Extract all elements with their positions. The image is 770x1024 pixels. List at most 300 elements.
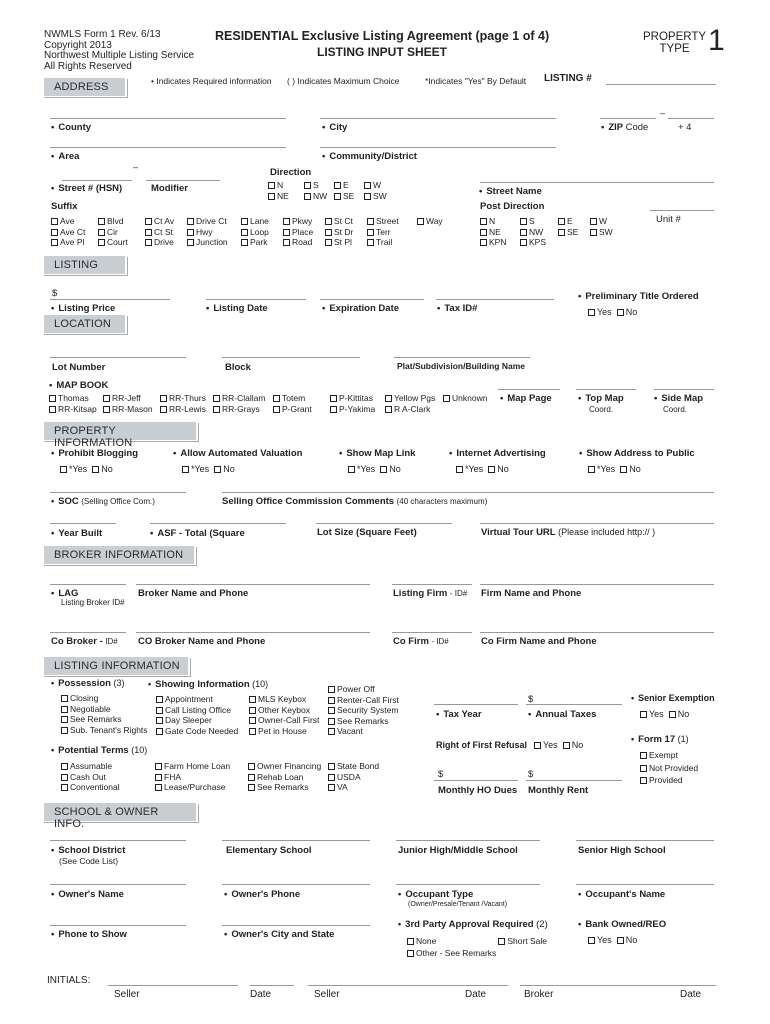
checkbox[interactable] <box>268 193 275 200</box>
modifier-label: Modifier <box>151 183 188 194</box>
bank-owned-options: Yes No <box>588 935 637 945</box>
option-item[interactable] <box>187 227 213 238</box>
street-dash: – <box>133 162 139 172</box>
checkbox[interactable] <box>155 784 162 791</box>
seller2-initials[interactable] <box>308 985 508 986</box>
checkbox[interactable] <box>640 765 647 772</box>
side-map-field[interactable] <box>654 389 714 390</box>
street-number-field[interactable] <box>62 180 132 181</box>
show-address-no-checkbox[interactable] <box>620 466 627 473</box>
option-item[interactable] <box>640 774 683 787</box>
option-item[interactable] <box>325 216 353 227</box>
option-label: Farm Home Loan <box>164 761 231 771</box>
option-item[interactable] <box>160 393 213 404</box>
option-item[interactable] <box>304 180 334 191</box>
checkbox[interactable] <box>640 777 647 784</box>
option-item[interactable] <box>248 782 309 793</box>
option-label: Assumable <box>70 761 113 771</box>
checkbox[interactable] <box>304 193 311 200</box>
checkbox[interactable] <box>334 182 341 189</box>
option-item[interactable] <box>268 191 304 202</box>
virtual-tour-field[interactable] <box>480 523 714 524</box>
show-address-label: • Show Address to Public <box>579 448 695 459</box>
checkbox[interactable] <box>480 229 487 236</box>
year-built-field[interactable] <box>50 523 116 524</box>
option-item[interactable] <box>364 180 394 191</box>
option-item[interactable] <box>103 393 160 404</box>
prohibit-no-checkbox[interactable] <box>92 466 99 473</box>
jr-high-field[interactable] <box>396 840 540 841</box>
prelim-yes-checkbox[interactable] <box>588 309 595 316</box>
checkbox[interactable] <box>145 218 152 225</box>
option-label: USDA <box>337 771 361 782</box>
internet-label: • Internet Advertising <box>449 448 546 459</box>
checkbox[interactable] <box>156 717 163 724</box>
option-item[interactable] <box>249 694 306 705</box>
option-item[interactable] <box>248 761 321 772</box>
top-map-field[interactable] <box>576 389 636 390</box>
checkbox[interactable] <box>156 728 163 735</box>
option-item[interactable] <box>304 191 334 202</box>
post-direction-label: Post Direction <box>480 201 545 212</box>
option-item[interactable] <box>590 227 613 238</box>
option-label: Appointment <box>165 694 213 704</box>
option-item[interactable] <box>640 749 678 762</box>
option-item[interactable] <box>213 404 273 415</box>
checkbox[interactable] <box>385 406 392 413</box>
senior-yes-checkbox[interactable] <box>640 711 647 718</box>
listing-date-field[interactable] <box>206 299 306 300</box>
tax-id-field[interactable] <box>436 299 554 300</box>
tax-year-label: • Tax Year <box>436 709 482 720</box>
zip-dash: – <box>660 108 666 118</box>
option-item[interactable] <box>283 216 312 227</box>
checkbox[interactable] <box>417 218 424 225</box>
option-item[interactable] <box>328 695 399 706</box>
direction-label: Direction <box>270 167 312 178</box>
checkbox[interactable] <box>304 182 311 189</box>
checkbox[interactable] <box>367 218 374 225</box>
checkbox[interactable] <box>103 395 110 402</box>
option-item[interactable] <box>364 191 394 202</box>
terms-options-2 <box>155 761 230 793</box>
owner-name-field[interactable] <box>50 884 186 885</box>
checkbox[interactable] <box>249 728 256 735</box>
broker-initials[interactable] <box>520 985 716 986</box>
option-item[interactable] <box>325 237 352 248</box>
checkbox[interactable] <box>328 774 335 781</box>
checkbox[interactable] <box>145 239 152 246</box>
option-item[interactable] <box>328 705 398 716</box>
checkbox[interactable] <box>520 239 527 246</box>
plus4-field[interactable] <box>668 118 714 119</box>
option-item[interactable] <box>558 216 573 227</box>
checkbox[interactable] <box>248 763 255 770</box>
checkbox[interactable] <box>367 229 374 236</box>
option-item[interactable] <box>334 191 364 202</box>
asf-label: • ASF - Total (Square <box>150 528 245 539</box>
checkbox[interactable] <box>558 218 565 225</box>
hoa-dollar: $ <box>438 769 444 780</box>
checkbox[interactable] <box>98 239 105 246</box>
checkbox[interactable] <box>273 395 280 402</box>
option-item[interactable] <box>283 227 313 238</box>
option-item[interactable] <box>328 782 348 793</box>
possession-options <box>61 693 148 735</box>
option-item[interactable] <box>241 227 269 238</box>
checkbox[interactable] <box>325 239 332 246</box>
option-item[interactable] <box>241 237 267 248</box>
occupant-name-field[interactable] <box>576 884 714 885</box>
option-item[interactable] <box>156 705 231 716</box>
listing-date-label: • Listing Date <box>206 303 268 314</box>
checkbox[interactable] <box>328 697 335 704</box>
map-page-field[interactable] <box>498 389 560 390</box>
checkbox[interactable] <box>325 218 332 225</box>
option-item[interactable] <box>330 404 385 415</box>
sr-high-field[interactable] <box>576 840 714 841</box>
plat-field[interactable] <box>394 357 530 358</box>
broker-name-field[interactable] <box>136 584 370 585</box>
co-broker-name-field[interactable] <box>136 632 370 633</box>
option-label: KPS <box>529 237 547 247</box>
soc-field[interactable] <box>50 492 186 493</box>
checkbox[interactable] <box>328 784 335 791</box>
third-short-sale-checkbox[interactable] <box>498 938 505 945</box>
option-item[interactable] <box>417 216 443 227</box>
checkbox[interactable] <box>51 239 58 246</box>
checkbox[interactable] <box>330 406 337 413</box>
checkbox[interactable] <box>98 229 105 236</box>
lag-field[interactable] <box>50 584 126 585</box>
option-item[interactable] <box>334 180 364 191</box>
option-item[interactable] <box>61 704 111 715</box>
checkbox[interactable] <box>283 218 290 225</box>
checkbox[interactable] <box>328 763 335 770</box>
option-item[interactable] <box>98 216 124 227</box>
checkbox[interactable] <box>249 717 256 724</box>
checkbox[interactable] <box>480 239 487 246</box>
senior-no-checkbox[interactable] <box>669 711 676 718</box>
checkbox[interactable] <box>558 229 565 236</box>
checkbox[interactable] <box>249 696 256 703</box>
option-item[interactable] <box>248 772 303 783</box>
showing-options-2 <box>249 694 319 736</box>
option-item[interactable] <box>155 772 181 783</box>
option-label: St Ct <box>334 216 353 226</box>
occupant-type-field[interactable] <box>396 884 540 885</box>
option-item[interactable] <box>213 393 273 404</box>
option-item[interactable] <box>385 393 443 404</box>
rofr-no-checkbox[interactable] <box>563 742 570 749</box>
rent-field[interactable] <box>526 780 622 781</box>
option-item[interactable] <box>61 693 98 704</box>
option-item[interactable] <box>640 762 698 775</box>
option-label: RR-Kitsap <box>58 403 97 414</box>
checkbox[interactable] <box>328 728 335 735</box>
checkbox[interactable] <box>283 239 290 246</box>
firm-name-field[interactable] <box>480 584 714 585</box>
avm-no-checkbox[interactable] <box>214 466 221 473</box>
option-item[interactable] <box>558 227 578 238</box>
bank-no-checkbox[interactable] <box>617 937 624 944</box>
senior-exemption-label: • Senior Exemption <box>631 693 715 703</box>
option-item[interactable] <box>520 216 535 227</box>
checkbox[interactable] <box>334 193 341 200</box>
avm-yes-checkbox[interactable] <box>182 466 189 473</box>
checkbox[interactable] <box>213 406 220 413</box>
option-item[interactable] <box>328 761 379 772</box>
checkbox[interactable] <box>61 695 68 702</box>
option-item[interactable] <box>328 716 389 727</box>
checkbox[interactable] <box>248 774 255 781</box>
school-district-field[interactable] <box>50 840 186 841</box>
checkbox[interactable] <box>51 218 58 225</box>
option-item[interactable] <box>590 216 607 227</box>
checkbox[interactable] <box>328 718 335 725</box>
listing-number-field[interactable] <box>606 84 716 85</box>
checkbox[interactable] <box>160 395 167 402</box>
checkbox[interactable] <box>443 395 450 402</box>
elementary-field[interactable] <box>222 840 370 841</box>
checkbox[interactable] <box>61 784 68 791</box>
checkbox[interactable] <box>520 218 527 225</box>
checkbox[interactable] <box>364 193 371 200</box>
checkbox[interactable] <box>249 707 256 714</box>
listing-price-field[interactable] <box>50 299 170 300</box>
checkbox[interactable] <box>367 239 374 246</box>
checkbox[interactable] <box>61 716 68 723</box>
expiration-date-field[interactable] <box>320 299 424 300</box>
checkbox[interactable] <box>103 406 110 413</box>
lot-label: Lot Number <box>52 362 106 373</box>
checkbox[interactable] <box>248 784 255 791</box>
annual-taxes-field[interactable] <box>526 704 622 705</box>
option-item[interactable] <box>103 404 160 415</box>
form-title: RESIDENTIAL Exclusive Listing Agreement (page 1 of 4) <box>215 29 550 43</box>
show-address-yes-checkbox[interactable] <box>588 466 595 473</box>
option-item[interactable] <box>249 726 307 737</box>
co-firm-name-field[interactable] <box>480 632 714 633</box>
option-item[interactable] <box>145 227 173 238</box>
option-item[interactable] <box>61 714 122 725</box>
option-item[interactable] <box>160 404 213 415</box>
checkbox[interactable] <box>325 229 332 236</box>
checkbox[interactable] <box>328 707 335 714</box>
checkbox[interactable] <box>187 239 194 246</box>
lot-field[interactable] <box>50 357 186 358</box>
option-label: SE <box>567 226 579 237</box>
checkbox[interactable] <box>268 182 275 189</box>
show-address-options: *Yes No <box>588 464 641 474</box>
bank-yes-checkbox[interactable] <box>588 937 595 944</box>
city-field[interactable] <box>320 118 556 119</box>
option-item[interactable] <box>98 237 128 248</box>
checkbox[interactable] <box>51 229 58 236</box>
tax-year-field[interactable] <box>434 704 518 705</box>
checkbox[interactable] <box>98 218 105 225</box>
option-label: NE <box>277 190 289 201</box>
checkbox[interactable] <box>241 239 248 246</box>
checkbox[interactable] <box>187 218 194 225</box>
option-item[interactable] <box>51 216 75 227</box>
checkbox[interactable] <box>241 218 248 225</box>
terms-options-1 <box>61 761 120 793</box>
option-item[interactable] <box>145 237 174 248</box>
checkbox[interactable] <box>160 406 167 413</box>
internet-yes-checkbox[interactable] <box>456 466 463 473</box>
option-item[interactable] <box>49 404 103 415</box>
checkbox[interactable] <box>590 229 597 236</box>
option-item[interactable] <box>145 216 174 227</box>
option-item[interactable] <box>367 237 392 248</box>
checkbox[interactable] <box>480 218 487 225</box>
checkbox[interactable] <box>187 229 194 236</box>
owner-phone-field[interactable] <box>222 884 370 885</box>
option-item[interactable] <box>61 772 106 783</box>
county-field[interactable] <box>50 118 286 119</box>
checkbox[interactable] <box>385 395 392 402</box>
option-item[interactable] <box>187 216 227 227</box>
phone-show-field[interactable] <box>50 925 186 926</box>
option-item[interactable] <box>283 237 312 248</box>
option-item[interactable] <box>325 227 353 238</box>
option-label: N <box>277 180 284 190</box>
listing-firm-field[interactable] <box>392 584 472 585</box>
option-item[interactable] <box>156 715 212 726</box>
occupant-name-label: • Occupant's Name <box>578 889 665 900</box>
occupant-type-label: • Occupant Type <box>398 889 473 900</box>
unit-field[interactable] <box>650 210 714 211</box>
soc-label: • SOC (Selling Office Com.) <box>51 496 155 507</box>
option-label: SW <box>373 190 387 201</box>
option-label: Owner-Call First <box>258 715 320 725</box>
listing-number-label: LISTING # <box>544 73 592 84</box>
hoa-field[interactable] <box>434 780 518 781</box>
option-item[interactable] <box>443 393 503 404</box>
option-item[interactable] <box>520 237 546 248</box>
option-item[interactable] <box>520 227 543 238</box>
option-item[interactable] <box>187 237 228 248</box>
option-label: Ave Pl <box>60 237 85 247</box>
rofr-yes-checkbox[interactable] <box>534 742 541 749</box>
checkbox[interactable] <box>61 763 68 770</box>
option-item[interactable] <box>51 237 84 248</box>
option-item[interactable] <box>98 227 118 238</box>
checkbox[interactable] <box>330 395 337 402</box>
owner-city-field[interactable] <box>222 925 370 926</box>
option-item[interactable] <box>51 227 85 238</box>
checkbox[interactable] <box>61 774 68 781</box>
option-label: Ct Av <box>154 216 175 226</box>
show-map-yes-checkbox[interactable] <box>348 466 355 473</box>
jr-high-label: Junior High/Middle School <box>398 845 518 856</box>
option-item[interactable] <box>49 393 103 404</box>
date1-field[interactable] <box>250 985 294 986</box>
option-item[interactable] <box>61 782 120 793</box>
checkbox[interactable] <box>156 707 163 714</box>
date2-label: Date <box>465 989 487 1000</box>
street-name-field[interactable] <box>480 182 714 183</box>
checkbox[interactable] <box>156 696 163 703</box>
plat-label: Plat/Subdivision/Building Name <box>397 361 525 371</box>
option-item[interactable] <box>385 404 445 415</box>
option-item[interactable] <box>328 772 361 783</box>
option-item[interactable] <box>367 216 399 227</box>
checkbox[interactable] <box>283 229 290 236</box>
show-map-no-checkbox[interactable] <box>380 466 387 473</box>
checkbox[interactable] <box>364 182 371 189</box>
option-item[interactable] <box>480 227 501 238</box>
option-item[interactable] <box>249 715 319 726</box>
prelim-no-checkbox[interactable] <box>617 309 624 316</box>
option-label: Junction <box>196 237 228 247</box>
checkbox[interactable] <box>640 752 647 759</box>
option-item[interactable] <box>328 726 363 737</box>
option-label: Thomas <box>58 393 89 403</box>
co-broker-field[interactable] <box>50 632 126 633</box>
checkbox[interactable] <box>61 706 68 713</box>
area-field[interactable] <box>50 147 286 148</box>
seller1-initials[interactable] <box>108 985 238 986</box>
option-item[interactable] <box>156 694 213 705</box>
option-item[interactable] <box>273 404 330 415</box>
checkbox[interactable] <box>155 763 162 770</box>
option-item[interactable] <box>241 216 269 227</box>
checkbox[interactable] <box>49 406 56 413</box>
checkbox[interactable] <box>520 229 527 236</box>
option-item[interactable] <box>480 216 495 227</box>
option-item[interactable] <box>273 393 330 404</box>
option-item[interactable] <box>330 393 385 404</box>
zip-field[interactable] <box>600 118 656 119</box>
checkbox[interactable] <box>49 395 56 402</box>
option-item[interactable] <box>156 726 238 737</box>
option-item[interactable] <box>155 761 230 772</box>
checkbox[interactable] <box>273 406 280 413</box>
option-item[interactable] <box>480 237 506 248</box>
checkbox[interactable] <box>155 774 162 781</box>
soc-comments-field[interactable] <box>222 492 714 493</box>
block-field[interactable] <box>222 357 360 358</box>
checkbox[interactable] <box>328 686 335 693</box>
co-firm-field[interactable] <box>392 632 472 633</box>
checkbox[interactable] <box>213 395 220 402</box>
modifier-field[interactable] <box>146 180 220 181</box>
third-none-checkbox[interactable] <box>407 938 414 945</box>
asf-field[interactable] <box>150 523 286 524</box>
checkbox[interactable] <box>145 229 152 236</box>
community-field[interactable] <box>320 147 556 148</box>
option-item[interactable] <box>155 782 225 793</box>
checkbox[interactable] <box>590 218 597 225</box>
internet-no-checkbox[interactable] <box>488 466 495 473</box>
option-item[interactable] <box>61 725 148 736</box>
option-item[interactable] <box>268 180 304 191</box>
prohibit-options: *Yes No <box>60 464 113 474</box>
checkbox[interactable] <box>61 727 68 734</box>
broker-name-label: Broker Name and Phone <box>138 588 249 599</box>
option-label: See Remarks <box>337 715 389 726</box>
option-item[interactable] <box>249 705 310 716</box>
lot-size-field[interactable] <box>316 523 452 524</box>
checkbox[interactable] <box>241 229 248 236</box>
option-item[interactable] <box>61 761 112 772</box>
option-item[interactable] <box>328 684 375 695</box>
option-item[interactable] <box>367 227 391 238</box>
prohibit-yes-checkbox[interactable] <box>60 466 67 473</box>
third-other-checkbox[interactable] <box>407 950 414 957</box>
